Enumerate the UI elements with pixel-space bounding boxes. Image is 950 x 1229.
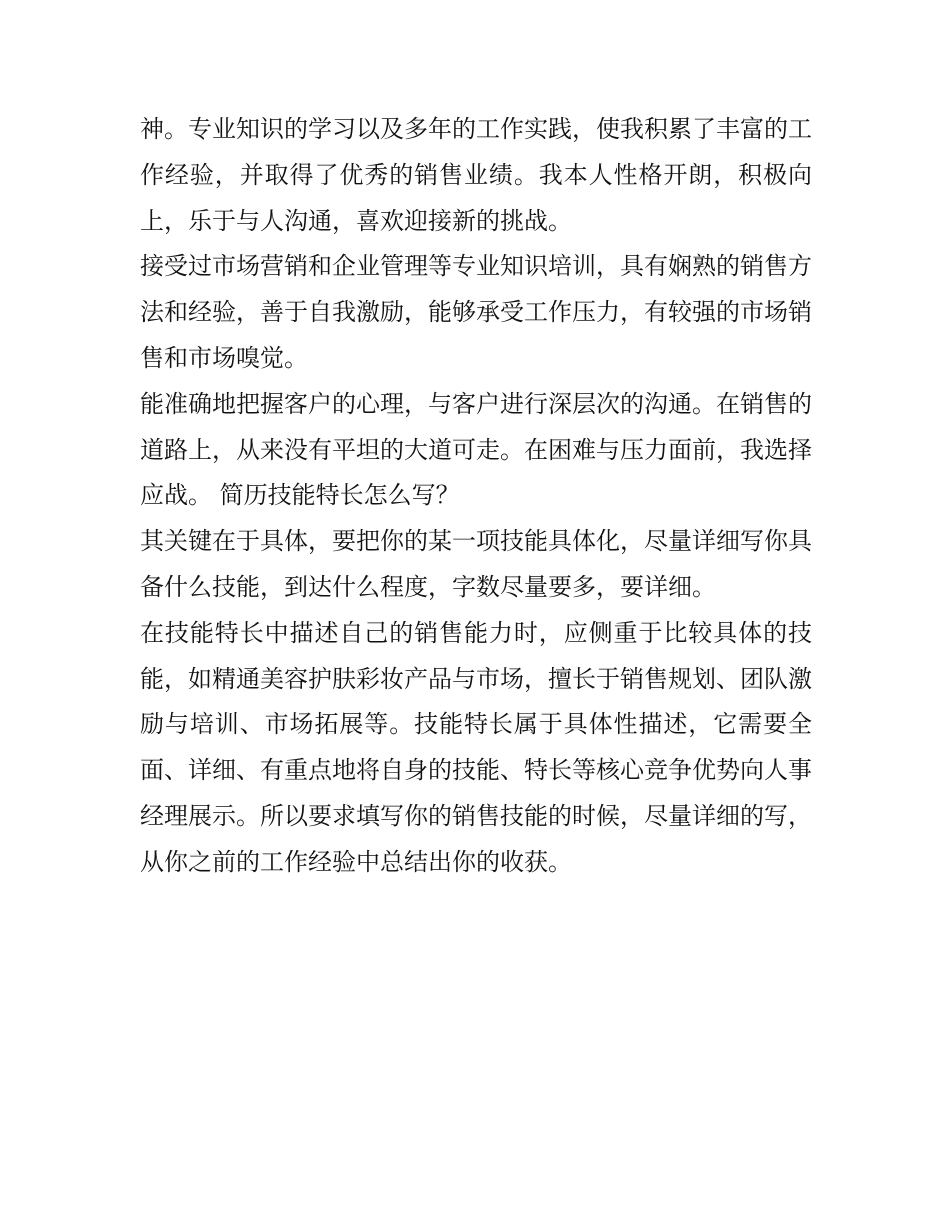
paragraph-1: 神。专业知识的学习以及多年的工作实践，使我积累了丰富的工作经验，并取得了优秀的销售业绩。我本人性格开朗，积极向上，乐于与人沟通，喜欢迎接新的挑战。	[140, 115, 812, 235]
document-body	[140, 107, 812, 886]
paragraph-3: 能准确地把握客户的心理，与客户进行深层次的沟通。在销售的道路上，从来没有平坦的大道可走。在困难与压力面前，我选择应战。 简历技能特长怎么写？	[140, 389, 812, 510]
paragraph-2: 接受过市场营销和企业管理等专业知识培训，具有娴熟的销售方法和经验，善于自我激励，能够承受工作压力，有较强的市场销售和市场嗅觉。	[140, 252, 812, 372]
paragraph-4: 其关键在于具体，要把你的某一项技能具体化，尽量详细写你具备什么技能，到达什么程度，字数尽量要多，要详细。	[140, 527, 812, 601]
paragraph-5: 在技能特长中描述自己的销售能力时，应侧重于比较具体的技能，如精通美容护肤彩妆产品与市场，擅长于销售规划、团队激励与培训、市场拓展等。技能特长属于具体性描述，它需要全面、详细、有重点地将自身的技能、特长等核心竞争优势向人事经理展示。所以要求填写你的销售技能的时候，尽量详细的写，从你之前的工作经验中总结出你的收获。	[140, 618, 812, 876]
